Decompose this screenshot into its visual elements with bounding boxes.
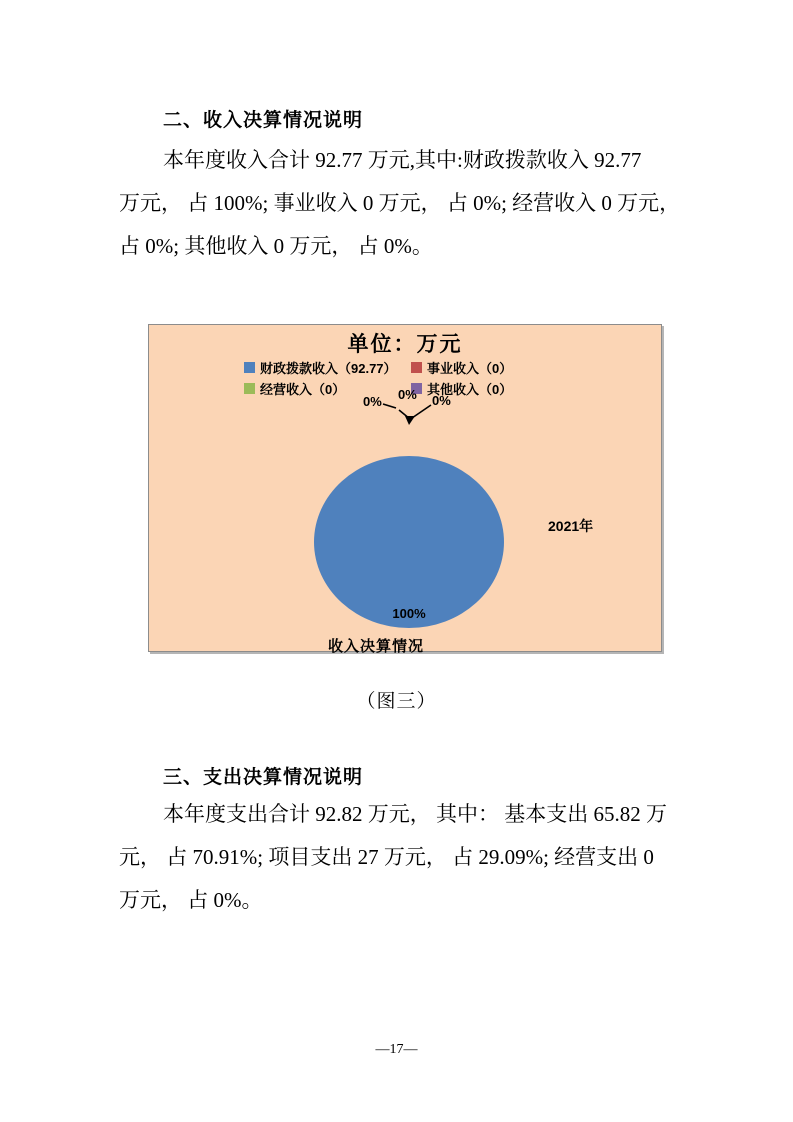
pie-slice-fiscal <box>314 456 504 628</box>
zero-percent-callout: 0% <box>432 393 451 408</box>
chart-title: 单位：万元 <box>347 333 463 356</box>
arrow-down-icon <box>405 416 415 425</box>
section-expenditure-heading: 三、支出决算情况说明 <box>163 767 364 788</box>
zero-percent-callout: 0% <box>398 387 417 402</box>
legend-label: 经营收入（0） <box>260 382 346 397</box>
zero-percent-callout: 0% <box>363 394 382 409</box>
legend-item-business <box>411 358 512 377</box>
section-revenue-heading: 二、收入决算情况说明 <box>163 110 364 131</box>
legend-label: 财政拨款收入（92.77） <box>260 361 397 376</box>
legend-item-other <box>411 379 512 398</box>
paragraph-line: 万元， 占 0%。 <box>119 888 263 912</box>
legend-swatch-green-icon <box>244 383 255 394</box>
revenue-paragraph <box>119 139 685 268</box>
figure-caption: （图三） <box>356 691 437 712</box>
paragraph-line: 本年度收入合计 92.77 万元,其中:财政拨款收入 92.77 <box>163 148 642 172</box>
paragraph-line: 元， 占 70.91%; 项目支出 27 万元， 占 29.09%; 经营支出 0 <box>119 845 654 869</box>
legend-item-operating <box>244 379 345 398</box>
pie-main-percent-label: 100% <box>392 606 426 621</box>
series-year-label: 2021年 <box>548 518 594 534</box>
legend-label: 事业收入（0） <box>427 361 513 376</box>
legend-swatch-blue-icon <box>244 362 255 373</box>
legend-item-fiscal <box>244 358 397 377</box>
chart-footer-label: 收入决算情况 <box>328 638 425 655</box>
paragraph-line: 占 0%; 其他收入 0 万元， 占 0%。 <box>119 234 433 258</box>
revenue-pie-chart <box>148 324 662 655</box>
legend-swatch-red-icon <box>411 362 422 373</box>
legend-label: 其他收入（0） <box>427 382 513 397</box>
page-number: —17— <box>375 1042 418 1057</box>
paragraph-line: 万元， 占 100%; 事业收入 0 万元， 占 0%; 经营收入 0 万元， <box>119 191 681 215</box>
paragraph-line: 本年度支出合计 92.82 万元， 其中： 基本支出 65.82 万 <box>163 802 667 826</box>
expenditure-paragraph <box>119 793 685 922</box>
